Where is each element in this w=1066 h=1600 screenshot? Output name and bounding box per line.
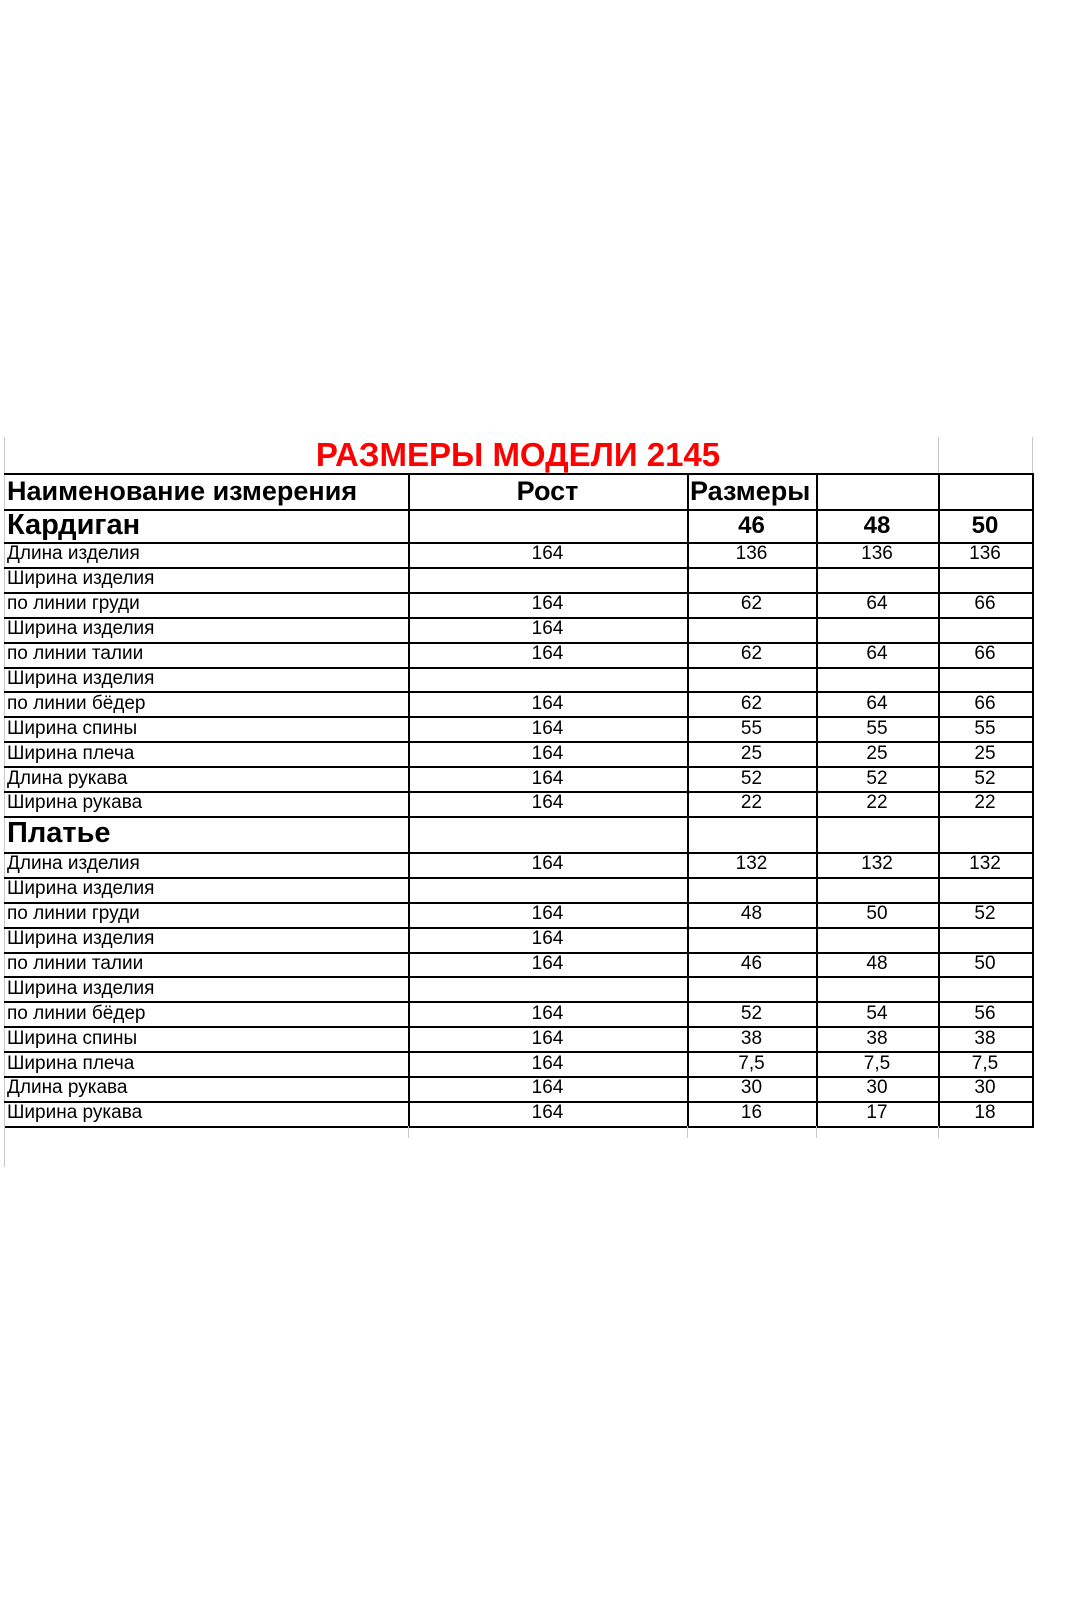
size-value	[687, 877, 816, 902]
size-value	[938, 567, 1032, 592]
size-header-2	[938, 816, 1032, 852]
size-value: 22	[974, 792, 996, 814]
height-value: 164	[531, 903, 564, 925]
column-border	[938, 473, 940, 1128]
measurement-label: Длина рукава	[7, 767, 128, 789]
measurement-label: Длина изделия	[7, 543, 140, 565]
size-value: 52	[866, 767, 888, 789]
column-border	[4, 1126, 5, 1138]
height-value: 164	[531, 543, 564, 565]
height-value	[408, 667, 687, 692]
size-value: 7,5	[971, 1052, 999, 1074]
size-value: 7,5	[863, 1052, 891, 1074]
column-border	[938, 437, 939, 473]
size-value: 22	[740, 792, 763, 814]
size-value: 62	[740, 692, 763, 714]
size-value: 46	[740, 952, 763, 974]
size-value: 38	[974, 1027, 996, 1049]
size-value	[938, 927, 1032, 952]
measurement-label: Ширина спины	[7, 717, 138, 739]
height-value: 164	[531, 792, 564, 814]
height-value	[408, 976, 687, 1001]
size-value: 132	[861, 853, 893, 875]
measurement-label: Длина изделия	[7, 853, 140, 875]
measurement-label: Ширина рукава	[7, 792, 143, 814]
size-value: 64	[866, 643, 888, 665]
size-value: 18	[974, 1102, 996, 1124]
size-value	[687, 976, 816, 1001]
header-height: Рост	[516, 475, 579, 506]
height-value	[408, 877, 687, 902]
height-value: 164	[531, 1002, 564, 1024]
column-border	[408, 473, 410, 1128]
size-table	[4, 437, 1054, 1167]
measurement-label: Ширина изделия	[7, 568, 155, 590]
size-value: 64	[866, 593, 888, 615]
size-value: 62	[740, 593, 763, 615]
size-value: 55	[740, 717, 763, 739]
size-value	[938, 976, 1032, 1001]
measurement-label: Длина рукава	[7, 1077, 128, 1099]
size-value: 17	[866, 1102, 888, 1124]
size-header-2: 50	[971, 511, 999, 539]
size-header-1: 48	[863, 511, 891, 539]
size-value: 52	[974, 767, 996, 789]
size-value	[816, 877, 938, 902]
height-value: 164	[531, 742, 564, 764]
size-value: 55	[866, 717, 888, 739]
row-border	[4, 1126, 1032, 1128]
size-value: 62	[740, 643, 763, 665]
measurement-label: Ширина изделия	[7, 618, 155, 640]
header-name: Наименование измерения	[7, 475, 358, 506]
size-value	[687, 927, 816, 952]
column-border	[816, 1126, 817, 1138]
size-value	[816, 667, 938, 692]
size-value: 48	[740, 903, 763, 925]
height-value: 164	[531, 1027, 564, 1049]
measurement-label: Ширина изделия	[7, 977, 155, 999]
size-value: 25	[974, 742, 996, 764]
size-value: 25	[740, 742, 763, 764]
column-border	[938, 1126, 939, 1138]
size-value: 50	[866, 903, 888, 925]
height-value: 164	[531, 767, 564, 789]
height-value: 164	[531, 1052, 564, 1074]
size-value: 30	[866, 1077, 888, 1099]
column-border	[1032, 437, 1033, 473]
measurement-label: по линии груди	[7, 903, 140, 925]
size-value: 38	[740, 1027, 763, 1049]
height-value: 164	[531, 643, 564, 665]
measurement-label: по линии бёдер	[7, 1002, 146, 1024]
size-value: 25	[866, 742, 888, 764]
size-value: 50	[974, 952, 996, 974]
height-value: 164	[531, 618, 564, 640]
column-border	[687, 1126, 688, 1138]
measurement-label: по линии талии	[7, 952, 144, 974]
sheet-title: РАЗМЕРЫ МОДЕЛИ 2145	[315, 436, 721, 473]
size-value: 136	[969, 543, 1001, 565]
height-value: 164	[531, 692, 564, 714]
size-value	[816, 617, 938, 642]
size-value: 38	[866, 1027, 888, 1049]
measurement-label: Ширина спины	[7, 1027, 138, 1049]
measurement-label: Ширина изделия	[7, 878, 155, 900]
size-header-0	[687, 816, 816, 852]
size-value	[687, 617, 816, 642]
size-value	[938, 877, 1032, 902]
size-value: 66	[974, 643, 996, 665]
size-value: 52	[974, 903, 996, 925]
size-value: 136	[735, 543, 768, 565]
height-value: 164	[531, 1077, 564, 1099]
size-value: 66	[974, 692, 996, 714]
size-value	[687, 667, 816, 692]
measurement-label: по линии груди	[7, 593, 140, 615]
height-value	[408, 567, 687, 592]
size-value	[816, 927, 938, 952]
size-value	[816, 567, 938, 592]
size-value: 7,5	[738, 1052, 765, 1074]
size-value: 64	[866, 692, 888, 714]
size-value	[938, 617, 1032, 642]
height-value: 164	[531, 928, 564, 950]
column-border	[816, 473, 818, 1128]
size-value: 48	[866, 952, 888, 974]
measurement-label: Ширина рукава	[7, 1102, 143, 1124]
size-value	[687, 567, 816, 592]
size-value: 56	[974, 1002, 996, 1024]
measurement-label: Ширина плеча	[7, 742, 135, 764]
size-value: 136	[861, 543, 893, 565]
section-title: Кардиган	[7, 509, 141, 541]
column-border	[408, 1126, 409, 1138]
size-value: 55	[974, 717, 996, 739]
measurement-label: Ширина изделия	[7, 667, 155, 689]
size-value: 30	[740, 1077, 763, 1099]
measurement-label: по линии талии	[7, 643, 144, 665]
header-sizes: Размеры	[690, 475, 811, 506]
size-value: 30	[974, 1077, 996, 1099]
section-title: Платье	[7, 817, 111, 850]
size-value: 54	[866, 1002, 888, 1024]
size-header-0: 46	[738, 511, 765, 539]
size-value: 52	[740, 767, 763, 789]
height-value: 164	[531, 717, 564, 739]
size-value	[816, 976, 938, 1001]
size-value: 16	[740, 1102, 763, 1124]
column-border	[687, 473, 689, 1128]
size-value: 132	[969, 853, 1001, 875]
size-value: 66	[974, 593, 996, 615]
measurement-label: Ширина плеча	[7, 1052, 135, 1074]
measurement-label: Ширина изделия	[7, 928, 155, 950]
size-value: 52	[740, 1002, 763, 1024]
height-value: 164	[531, 952, 564, 974]
column-border	[1032, 473, 1034, 1128]
size-value: 132	[735, 853, 768, 875]
measurement-label: по линии бёдер	[7, 692, 146, 714]
size-header-1	[816, 816, 938, 852]
size-value: 22	[866, 792, 888, 814]
height-value: 164	[531, 593, 564, 615]
height-value: 164	[531, 853, 564, 875]
height-value: 164	[531, 1102, 564, 1124]
size-value	[938, 667, 1032, 692]
